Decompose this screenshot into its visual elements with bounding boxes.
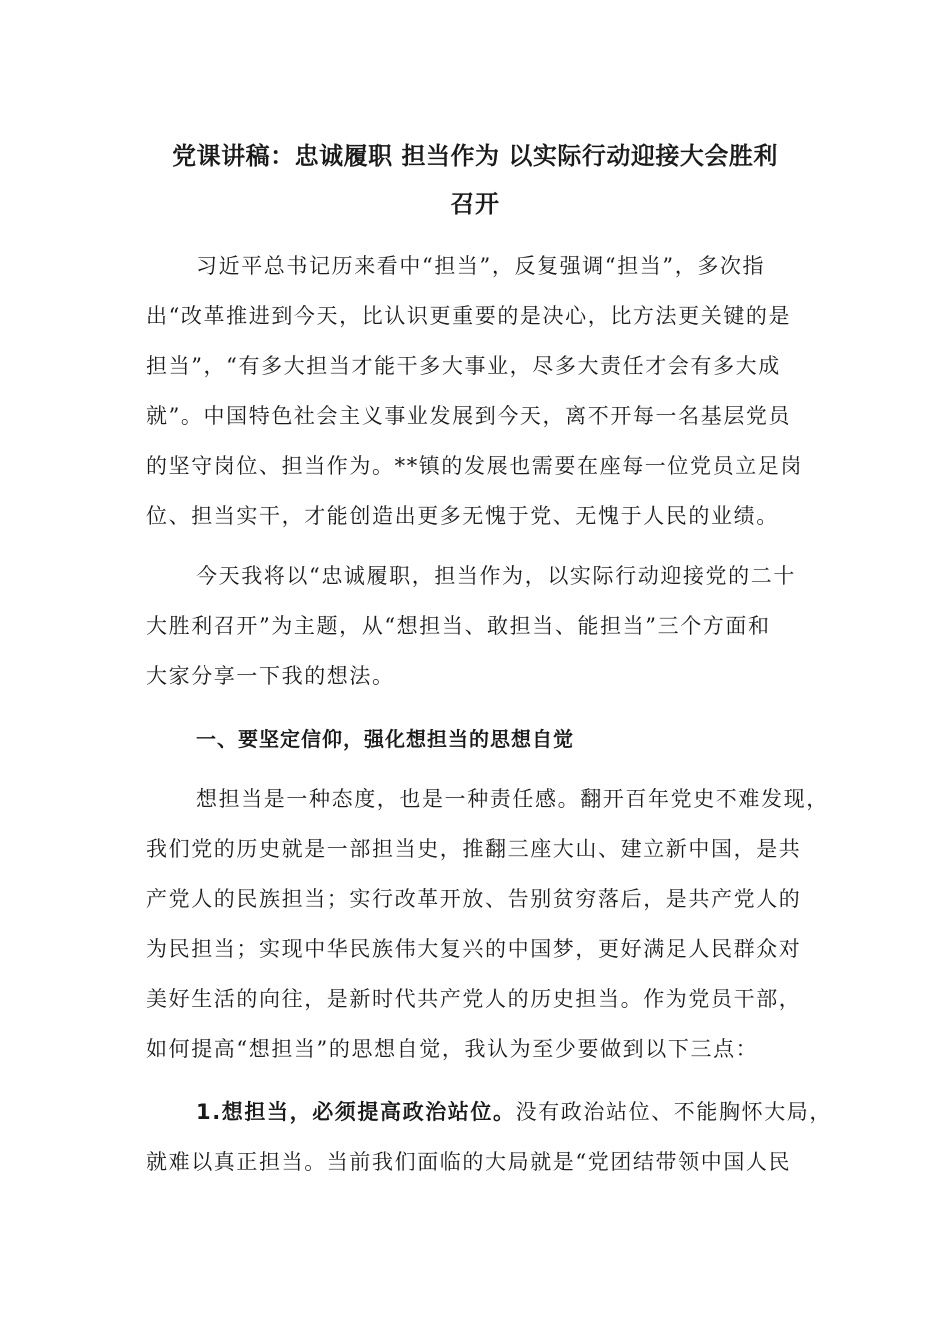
- paragraph-line: 就”。中国特色社会主义事业发展到今天，离不开每一名基层党员: [146, 404, 792, 428]
- paragraph-line: 今天我将以“忠诚履职，担当作为，以实际行动迎接党的二十: [196, 564, 796, 588]
- document-title-line-2: 召开: [450, 190, 500, 218]
- paragraph-line: 我们党的历史就是一部担当史，推翻三座大山、建立新中国，是共: [146, 837, 802, 861]
- paragraph-line: 如何提高“想担当”的思想自觉，我认为至少要做到以下三点：: [146, 1037, 759, 1061]
- paragraph-line: 大家分享一下我的想法。: [146, 664, 395, 688]
- paragraph-line: 大胜利召开”为主题，从“想担当、敢担当、能担当”三个方面和: [146, 614, 771, 638]
- paragraph-line: 的坚守岗位、担当作为。**镇的发展也需要在座每一位党员立足岗: [146, 454, 803, 478]
- paragraph-line: 想担当是一种态度，也是一种责任感。翻开百年党史不难发现，: [196, 787, 829, 811]
- document-title-line-1: 党课讲稿：忠诚履职 担当作为 以实际行动迎接大会胜利: [172, 142, 778, 170]
- paragraph-line: 出“改革推进到今天，比认识更重要的是决心，比方法更关键的是: [146, 304, 792, 328]
- point-1-lead: 1.想担当，必须提高政治站位。: [196, 1100, 516, 1124]
- point-1-text: 没有政治站位、不能胸怀大局，: [515, 1100, 832, 1124]
- paragraph-line: 就难以真正担当。当前我们面临的大局就是“党团结带领中国人民: [146, 1150, 792, 1174]
- paragraph-line: 为民担当；实现中华民族伟大复兴的中国梦，更好满足人民群众对: [146, 937, 802, 961]
- paragraph-line: 位、担当实干，才能创造出更多无愧于党、无愧于人民的业绩。: [146, 504, 779, 528]
- paragraph-line: 担当”，“有多大担当才能干多大事业，尽多大责任才会有多大成: [146, 354, 781, 378]
- paragraph-line: [196, 1096, 832, 1126]
- paragraph-line: 美好生活的向往，是新时代共产党人的历史担当。作为党员干部，: [146, 987, 802, 1011]
- paragraph-line: 产党人的民族担当；实行改革开放、告别贫穷落后，是共产党人的: [146, 887, 802, 911]
- section-heading-1: 一、要坚定信仰，强化想担当的思想自觉: [196, 727, 574, 751]
- paragraph-line: 习近平总书记历来看中“担当”，反复强调“担当”，多次指: [196, 254, 766, 278]
